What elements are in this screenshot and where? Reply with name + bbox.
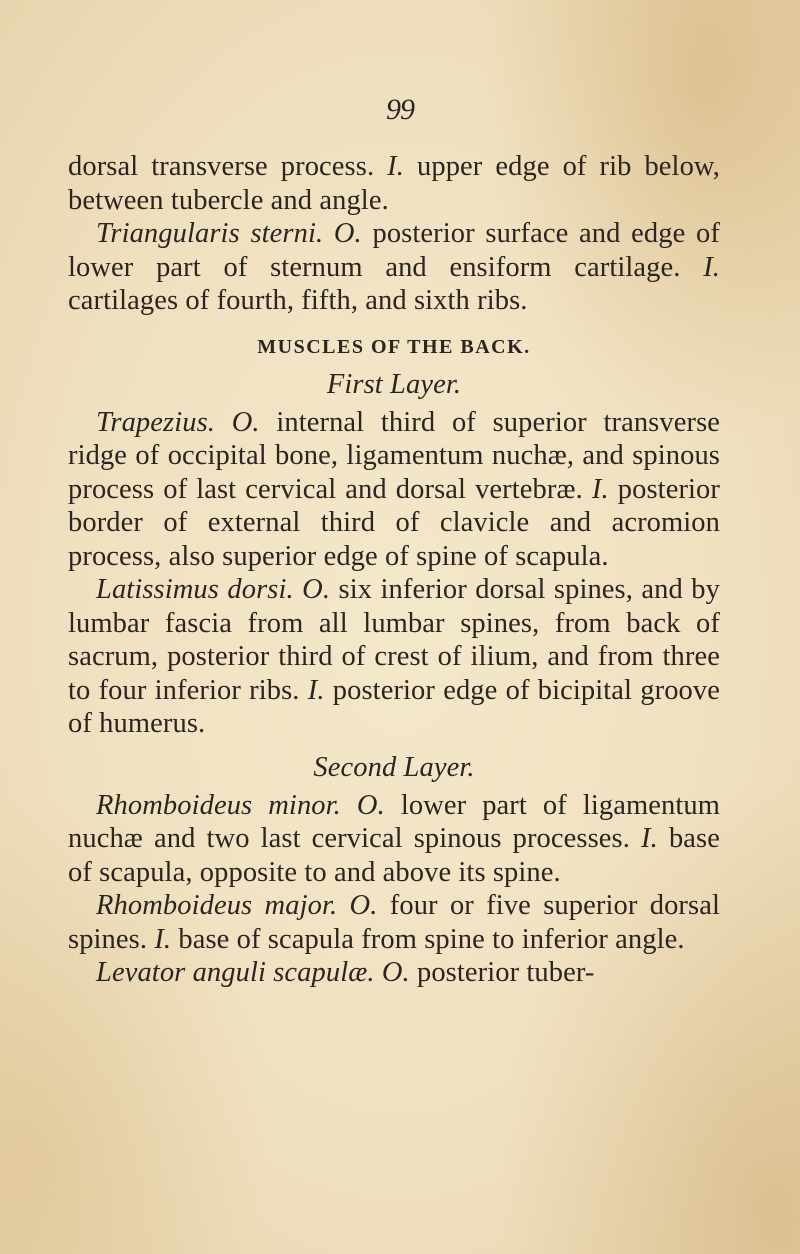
insertion-text: posterior edge of bicipital groove of humerus.: [68, 674, 720, 739]
page-number: 99: [386, 93, 414, 126]
origin-text: four or five superior dorsal spines.: [68, 890, 720, 955]
origin-label: O.: [333, 218, 362, 249]
muscle-name: Rhomboideus major.: [96, 890, 338, 921]
muscle-name: Rhomboideus minor.: [96, 789, 341, 821]
muscle-name: Levator anguli scapulæ.: [96, 957, 375, 988]
insertion-text: base of scapula, opposite to and above its spine.: [68, 823, 720, 888]
origin-label: O.: [381, 957, 410, 988]
origin-label: O.: [349, 890, 378, 921]
insertion-label: I.: [154, 923, 172, 955]
origin-text: posterior surface and edge of lower part of sternum and ensiform cartilage.: [68, 218, 720, 283]
origin-text: six inferior dorsal spines, and by lumbar fascia from all lumbar spines, from back of sacrum, posterior third of crest of ilium, and from three to four inferior ribs.: [68, 574, 720, 706]
page-body: [68, 150, 720, 990]
origin-text: posterior tuber-: [416, 957, 595, 988]
origin-label: O.: [231, 406, 260, 438]
insertion-text: cartilages of fourth, fifth, and sixth ribs.: [68, 285, 528, 316]
muscle-name: Triangularis sterni.: [96, 218, 324, 249]
muscle-entry-trapezius: [68, 406, 720, 574]
second-layer-heading: Second Layer.: [313, 751, 475, 783]
muscle-name: Latissimus dorsi.: [96, 574, 294, 605]
first-layer-heading: First Layer.: [326, 368, 462, 400]
insertion-label: I.: [307, 674, 325, 706]
muscle-entry-triangularis-sterni: [68, 217, 720, 318]
insertion-text: base of scapula from spine to inferior angle.: [178, 923, 685, 955]
insertion-text: posterior border of external third of clavicle and acromion process, also superior edge of spine of scapula.: [68, 473, 720, 572]
origin-text: internal third of superior transverse ridge of occipital bone, ligamentum nuchæ, and spinous process of last cervical and dorsal vertebræ.: [68, 406, 721, 505]
muscle-entry-rhomboideus-major: [68, 889, 720, 956]
muscle-entry-latissimus-dorsi: [68, 573, 720, 741]
insertion-label: I.: [703, 251, 721, 283]
origin-label: O.: [302, 574, 331, 605]
paragraph-text: dorsal transverse process.: [68, 151, 375, 182]
origin-text: lower part of ligamentum nuchæ and two last cervical spinous processes.: [68, 789, 720, 854]
muscle-name: Trapezius.: [96, 406, 215, 438]
paragraph-continuation: [68, 150, 720, 217]
insertion-label: I.: [641, 823, 658, 854]
section-heading: MUSCLES OF THE BACK.: [257, 335, 531, 358]
origin-label: O.: [356, 789, 385, 821]
muscle-entry-levator-anguli-scapulae: [68, 956, 720, 990]
insertion-label: I.: [591, 473, 609, 505]
paragraph-text: upper edge of rib below, between tubercle and angle.: [68, 151, 720, 216]
muscle-entry-rhomboideus-minor: [68, 789, 720, 890]
insertion-label: I.: [387, 151, 404, 182]
